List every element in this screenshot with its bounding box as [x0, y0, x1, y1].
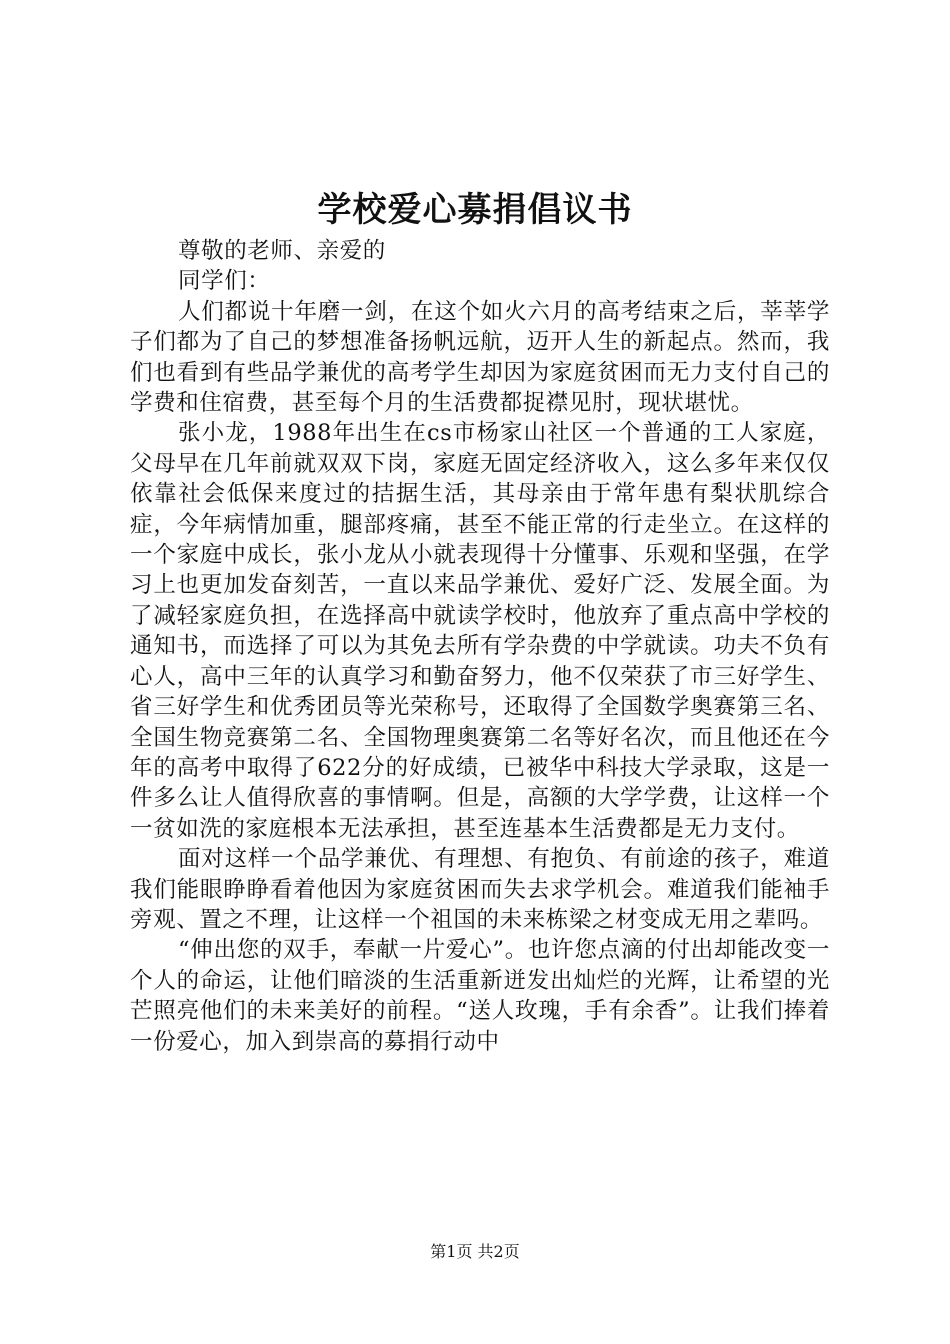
salutation-line-2: 同学们：: [178, 268, 271, 295]
salutation-line-1: 尊敬的老师、亲爱的: [178, 238, 386, 264]
paragraph-4: “伸出您的双手，奉献一片爱心”。也许您点滴的付出却能改变一个人的命运，让他们暗淡的生活重新迸发出灿烂的光辉，让希望的光芒照亮他们的未来美好的前程。“送人玫瑰，手有余香”。让我们捧着一份爱心，加入到崇高的募捐行动中: [130, 937, 830, 1055]
paragraph-1: 人们都说十年磨一剑，在这个如火六月的高考结束之后，莘莘学子们都为了自己的梦想准备扬帆远航，迈开人生的新起点。然而，我们也看到有些品学兼优的高考学生却因为家庭贫困而无力支付自己的学费和住宿费，甚至每个月的生活费都捉襟见肘，现状堪忧。: [130, 298, 830, 417]
paragraph-2: 张小龙，1988年出生在cs市杨家山社区一个普通的工人家庭，父母早在几年前就双双下岗，家庭无固定经济收入，这么多年来仅仅依靠社会低保来度过的拮据生活，其母亲由于常年患有梨状肌综合症，今年病情加重，腿部疼痛，甚至不能正常的行走坐立。在这样的一个家庭中成长，张小龙从小就表现得十分懂事、乐观和坚强，在学习上也更加发奋刻苦，一直以来品学兼优、爱好广泛、发展全面。为了减轻家庭负担，在选择高中就读学校时，他放弃了重点高中学校的通知书，而选择了可以为其免去所有学杂费的中学就读。功夫不负有心人，高中三年的认真学习和勤奋努力，他不仅荣获了市三好学生、省三好学生和优秀团员等光荣称号，还取得了全国数学奥赛第三名、全国生物竞赛第二名、全国物理奥赛第二名等好名次，而且他还在今年的高考中取得了622分的好成绩，已被华中科技大学录取，这是一件多么让人值得欣喜的事情啊。但是，高额的大学学费，让这样一个一贫如洗的家庭根本无法承担，甚至连基本生活费都是无力支付。: [130, 420, 830, 842]
paragraph-3: 面对这样一个品学兼优、有理想、有抱负、有前途的孩子，难道我们能眼睁睁看着他因为家庭贫困而失去求学机会。难道我们能袖手旁观、置之不理，让这样一个祖国的未来栋梁之材变成无用之辈吗。: [130, 846, 830, 933]
document-body: [130, 236, 830, 1057]
document-title: 学校爱心募捐倡议书: [317, 190, 633, 230]
page-footer: 第1页 共2页: [430, 1242, 520, 1261]
